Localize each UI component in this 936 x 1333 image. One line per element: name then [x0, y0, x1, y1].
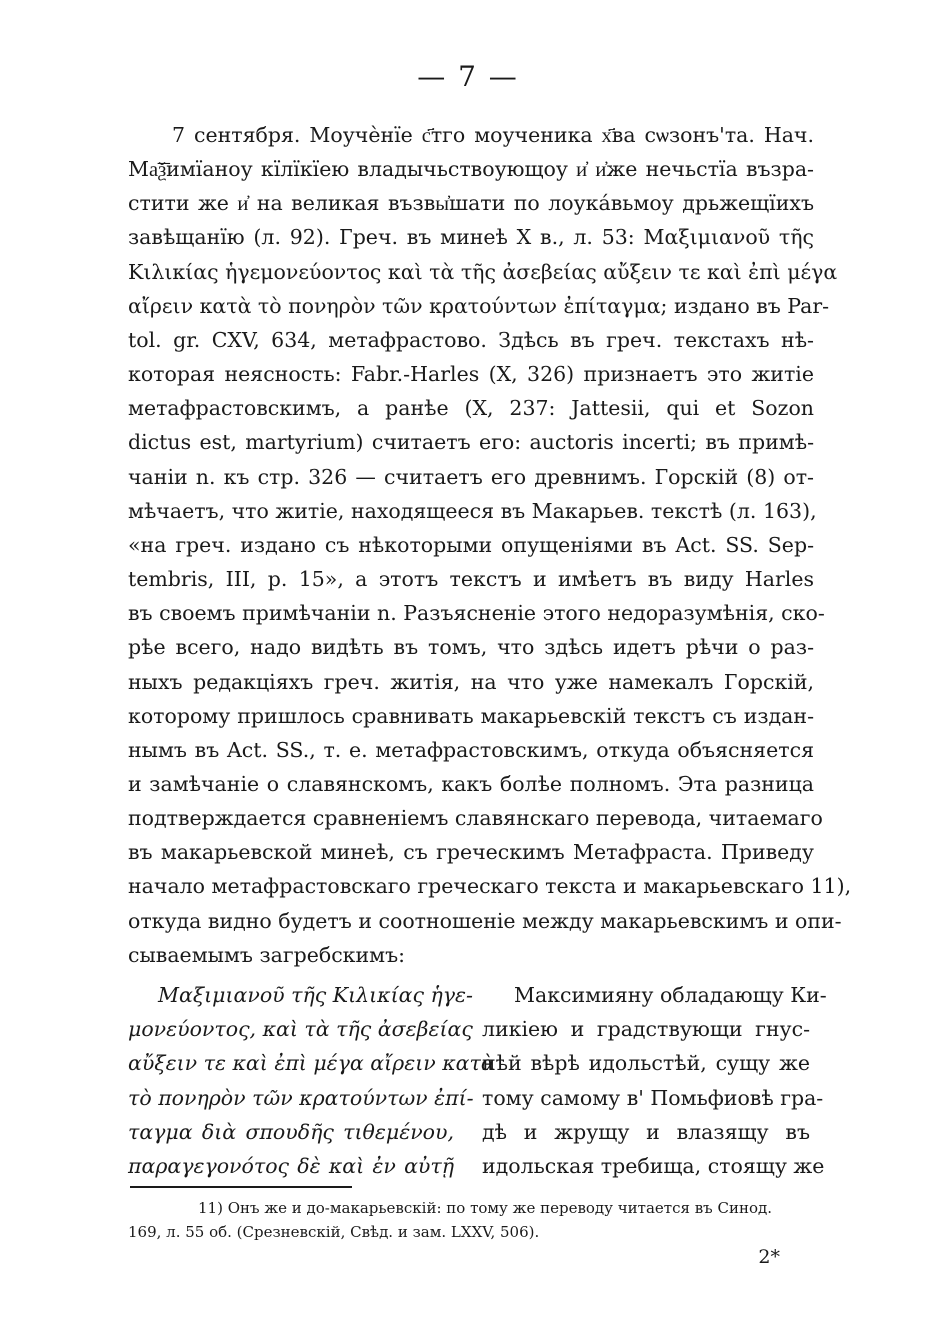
footnote-divider — [130, 1186, 352, 1188]
text-line: αἴρειν κατὰ τὸ πονηρὸν τῶν κρατούντων ἐπίταγμα; издано въ Par- — [128, 293, 830, 318]
greek-line: Μαξιμιανοῦ τῆς Κιλικίας ἡγε- — [158, 983, 473, 1007]
signature-mark: 2* — [758, 1246, 780, 1268]
slavonic-line: нѣй вѣрѣ идольстѣй, сущу же — [482, 1051, 810, 1076]
greek-line: παραγεγονότος δὲ καὶ ἐν αὐτῇ — [128, 1154, 454, 1179]
slavonic-line: дѣ и жрущу и влазящу въ — [482, 1119, 810, 1144]
text-line: метафрастовскимъ, а ранѣе (X, 237: Jattesii, qui et Sozon — [128, 396, 814, 421]
greek-line: μονεύοντος, καὶ τὰ τῆς ἀσεβείας — [128, 1017, 473, 1042]
text-line: стити же и҆ на великая възвы҆шати по лоука́вьмоу дрьжещїихъ — [128, 191, 814, 216]
text-line: tembris, III, p. 15», а этотъ текстъ и имѣетъ въ виду Harles — [128, 567, 814, 592]
greek-line: αὔξειν τε καὶ ἐπὶ μέγα αἴρειν κατὰ — [128, 1051, 495, 1076]
text-line: dictus est, martyrium) считаетъ его: auctoris incerti; въ примѣ- — [128, 430, 814, 455]
page-number: — 7 — — [417, 60, 519, 93]
slavonic-line: Максимияну обладающу Ки- — [514, 983, 827, 1007]
text-line: Ма͞ѯимїаноу кїлїкїею владычьствоующоу и҆ и҆же нечьстїа възра- — [128, 157, 814, 182]
text-line: откуда видно будетъ и соотношеніе между макарьевскимъ и опи- — [128, 908, 842, 933]
text-line: ныхъ редакціяхъ греч. житія, на что уже намекалъ Горскій, — [128, 669, 814, 694]
text-line: сываемымъ загребскимъ: — [128, 942, 406, 967]
text-line: «на греч. издано съ нѣкоторыми опущеніями въ Act. SS. Sep- — [128, 532, 814, 557]
text-line: начало метафрастовскаго греческаго текста и макарьевскаго 11), — [128, 874, 852, 899]
text-line: tol. gr. CXV, 634, метафрастово. Здѣсь въ греч. текстахъ нѣ- — [128, 327, 814, 352]
slavonic-text-column — [482, 978, 827, 1183]
slavonic-line: тому самому в' Помьфиовѣ гра- — [482, 1085, 824, 1110]
text-line: завѣщанїю (л. 92). Греч. въ минеѣ X в., л. 53: Μαξιμιανοῦ τῆς — [128, 225, 814, 250]
text-line: рѣе всего, надо видѣть въ томъ, что здѣсь идетъ рѣчи о раз- — [128, 635, 814, 660]
slavonic-line: ликiею и градствующи гнус- — [482, 1017, 810, 1042]
footnote-line: 11) Онъ же и до-макарьевскій: по тому же переводу читается въ Синод. — [198, 1199, 772, 1217]
greek-line: ταγμα διὰ σπουδῆς τιθεμένου, — [128, 1119, 454, 1144]
text-line: которая неясность: Fabr.-Harles (X, 326) признаетъ это житіе — [128, 362, 814, 387]
greek-line: τὸ πονηρὸν τῶν κρατούντων ἐπί- — [128, 1085, 474, 1110]
footnote — [128, 1196, 814, 1244]
text-line: въ макарьевской минеѣ, съ греческимъ Метафраста. Приведу — [128, 840, 814, 865]
text-line: которому пришлось сравнивать макарьевскій текстъ съ издан- — [128, 703, 814, 728]
text-line: 7 сентября. Моучѐнїе с҃тго моученика х҃ва сѡзонъ'та. Нач. — [172, 123, 814, 147]
text-line: чаніи n. къ стр. 326 — считаетъ его древнимъ. Горскій (8) от- — [128, 464, 814, 489]
main-text-block — [128, 118, 852, 972]
text-line: въ своемъ примѣчаніи n. Разъясненіе этого недоразумѣнія, ско- — [128, 601, 825, 626]
greek-text-column — [128, 978, 495, 1183]
slavonic-line: идольская требища, стоящу же — [482, 1154, 825, 1179]
footnote-line: 169, л. 55 об. (Срезневскій, Свѣд. и зам. LXXV, 506). — [128, 1223, 540, 1241]
text-line: мѣчаетъ, что житіе, находящееся въ Макарьев. текстѣ (л. 163), — [128, 498, 817, 523]
text-line: нымъ въ Act. SS., т. е. метафрастовскимъ, откуда объясняется — [128, 737, 814, 762]
text-line: Κιλικίας ἡγεμονεύοντος καὶ τὰ τῆς ἀσεβείας αὔξειν τε καὶ ἐπὶ μέγα — [128, 259, 838, 284]
text-line: и замѣчаніе о славянскомъ, какъ болѣе полномъ. Эта разница — [128, 771, 814, 796]
text-line: подтверждается сравненіемъ славянскаго перевода, читаемаго — [128, 806, 823, 831]
